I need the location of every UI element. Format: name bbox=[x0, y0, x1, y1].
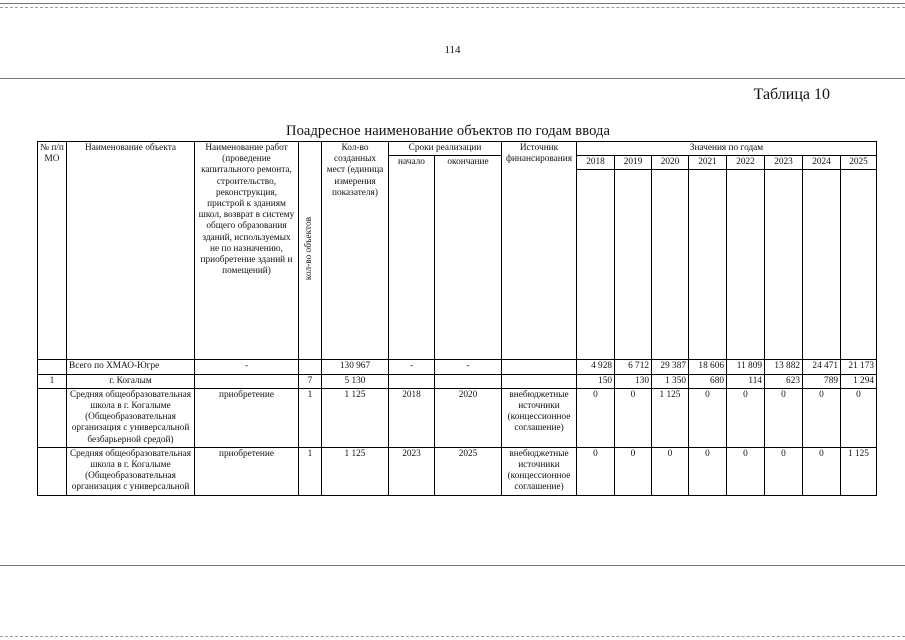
cell-start: - bbox=[389, 360, 435, 374]
page-number: 114 bbox=[444, 44, 461, 56]
cell-num bbox=[38, 360, 67, 374]
cell-value: 1 125 bbox=[652, 388, 689, 447]
table-row bbox=[38, 388, 877, 447]
cell-value: 0 bbox=[803, 388, 841, 447]
cell-value: 6 712 bbox=[615, 360, 652, 374]
table-row bbox=[38, 360, 877, 374]
cell-object-name: г. Когалым bbox=[67, 374, 195, 388]
cell-end: 2025 bbox=[435, 447, 502, 495]
cell-value: 0 bbox=[577, 388, 615, 447]
header-end: окончание bbox=[435, 156, 502, 360]
cell-value: 0 bbox=[615, 447, 652, 495]
header-count-objects: кол-во объектов bbox=[304, 217, 315, 281]
cell-source: внебюджетные источники (концессионное соглашение) bbox=[502, 447, 577, 495]
cell-places: 130 967 bbox=[322, 360, 389, 374]
cell-object-name: Средняя общеобразовательная школа в г. Когалыме (Общеобразовательная организация с универсальной bbox=[67, 447, 195, 495]
cell-value: 0 bbox=[689, 388, 727, 447]
cell-works: приобретение bbox=[195, 447, 299, 495]
cell-num bbox=[38, 447, 67, 495]
cell-value: 0 bbox=[765, 388, 803, 447]
header-terms: Сроки реализации bbox=[389, 142, 502, 156]
header-year: 2023 bbox=[765, 156, 803, 170]
header-num: № п/п МО bbox=[38, 142, 67, 360]
cell-value: 1 294 bbox=[841, 374, 877, 388]
top-dashed-line bbox=[0, 7, 905, 8]
cell-places: 5 130 bbox=[322, 374, 389, 388]
header-source: Источник финансирования bbox=[502, 142, 577, 360]
bottom-dashed-line bbox=[0, 636, 905, 637]
header-values-by-year: Значения по годам bbox=[577, 142, 877, 156]
cell-value: 0 bbox=[652, 447, 689, 495]
cell-value: 21 173 bbox=[841, 360, 877, 374]
header-year: 2022 bbox=[727, 156, 765, 170]
header-year: 2019 bbox=[615, 156, 652, 170]
header-year: 2024 bbox=[803, 156, 841, 170]
bottom-border-line bbox=[0, 565, 905, 566]
cell-start: 2023 bbox=[389, 447, 435, 495]
objects-table bbox=[37, 141, 877, 496]
cell-works bbox=[195, 374, 299, 388]
cell-value: 18 606 bbox=[689, 360, 727, 374]
header-separator-line bbox=[0, 78, 905, 79]
cell-source bbox=[502, 360, 577, 374]
header-works: Наименование работ (проведение капитального ремонта, строительство, реконструкция, пристрой к зданиям школ, возврат в систему общего образования зданий, используемых не по назначению, приобретение зданий и помещений) bbox=[195, 142, 299, 360]
cell-value: 0 bbox=[841, 388, 877, 447]
cell-places: 1 125 bbox=[322, 388, 389, 447]
cell-works: приобретение bbox=[195, 388, 299, 447]
cell-places: 1 125 bbox=[322, 447, 389, 495]
cell-value: 0 bbox=[689, 447, 727, 495]
cell-value: 0 bbox=[765, 447, 803, 495]
header-year: 2020 bbox=[652, 156, 689, 170]
cell-count: 1 bbox=[299, 447, 322, 495]
top-border-line bbox=[0, 3, 905, 4]
cell-value: 0 bbox=[615, 388, 652, 447]
cell-start: 2018 bbox=[389, 388, 435, 447]
header-object-name: Наименование объекта bbox=[67, 142, 195, 360]
cell-value: 11 809 bbox=[727, 360, 765, 374]
cell-count: 7 bbox=[299, 374, 322, 388]
cell-value: 0 bbox=[727, 388, 765, 447]
cell-value: 623 bbox=[765, 374, 803, 388]
cell-count: 1 bbox=[299, 388, 322, 447]
cell-value: 0 bbox=[577, 447, 615, 495]
header-year: 2025 bbox=[841, 156, 877, 170]
cell-object-name: Средняя общеобразовательная школа в г. Когалыме (Общеобразовательная организация с универсальной безбарьерной средой) bbox=[67, 388, 195, 447]
cell-object-name: Всего по ХМАО-Югре bbox=[67, 360, 195, 374]
cell-end bbox=[435, 374, 502, 388]
cell-value: 789 bbox=[803, 374, 841, 388]
header-start: начало bbox=[389, 156, 435, 360]
cell-start bbox=[389, 374, 435, 388]
cell-num: 1 bbox=[38, 374, 67, 388]
cell-value: 1 350 bbox=[652, 374, 689, 388]
header-places: Кол-во созданных мест (единица измерения показателя) bbox=[322, 142, 389, 360]
cell-end: - bbox=[435, 360, 502, 374]
cell-value: 13 882 bbox=[765, 360, 803, 374]
cell-value: 1 125 bbox=[841, 447, 877, 495]
cell-source: внебюджетные источники (концессионное соглашение) bbox=[502, 388, 577, 447]
cell-value: 4 928 bbox=[577, 360, 615, 374]
cell-count bbox=[299, 360, 322, 374]
cell-value: 680 bbox=[689, 374, 727, 388]
table-row bbox=[38, 447, 877, 495]
header-count-objects-cell bbox=[299, 142, 322, 360]
cell-end: 2020 bbox=[435, 388, 502, 447]
cell-value: 114 bbox=[727, 374, 765, 388]
cell-value: 0 bbox=[727, 447, 765, 495]
header-year: 2018 bbox=[577, 156, 615, 170]
table-label: Таблица 10 bbox=[753, 86, 830, 103]
cell-value: 24 471 bbox=[803, 360, 841, 374]
cell-works: - bbox=[195, 360, 299, 374]
cell-source bbox=[502, 374, 577, 388]
cell-value: 0 bbox=[803, 447, 841, 495]
cell-value: 29 387 bbox=[652, 360, 689, 374]
table-row bbox=[38, 374, 877, 388]
cell-num bbox=[38, 388, 67, 447]
table-title: Поадресное наименование объектов по годам ввода bbox=[286, 123, 611, 139]
header-year: 2021 bbox=[689, 156, 727, 170]
cell-value: 150 bbox=[577, 374, 615, 388]
cell-value: 130 bbox=[615, 374, 652, 388]
